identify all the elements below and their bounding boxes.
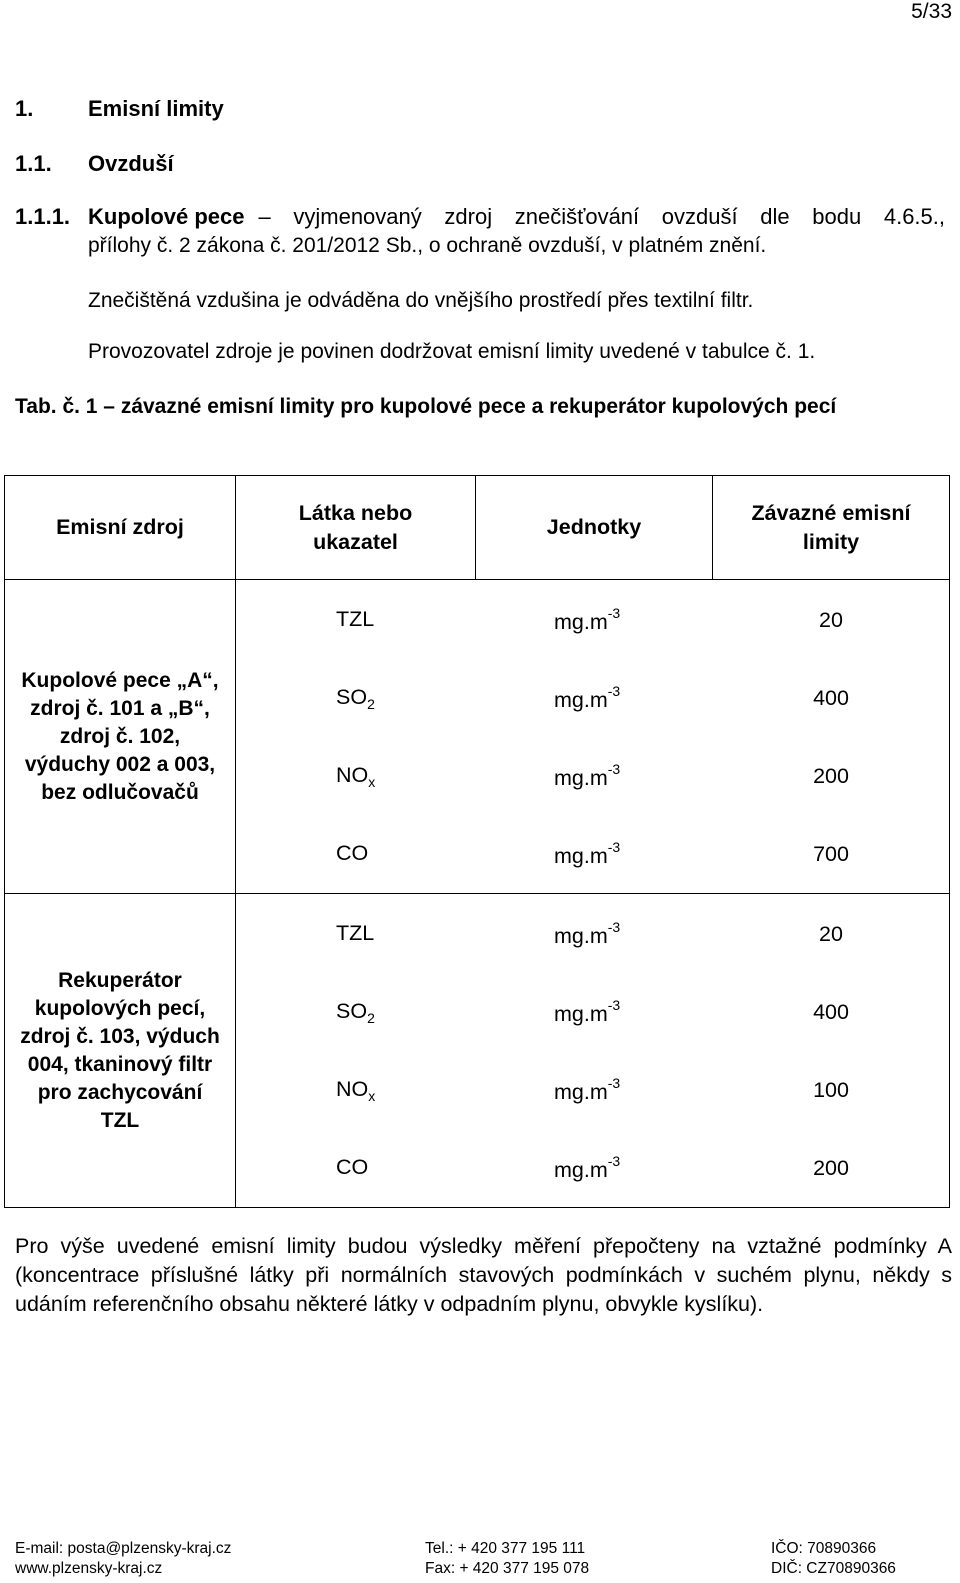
heading-2-text: Ovzduší — [88, 151, 174, 176]
limit-value: 200 — [813, 1155, 849, 1180]
source-cell: Kupolové pece „A“, zdroj č. 101 a „B“, zdroj č. 102, výduchy 002 a 003, bez odlučovačů — [5, 580, 236, 894]
heading-3-title: Kupolové pece — [88, 204, 245, 229]
substance: $SO_2$ — [336, 998, 375, 1026]
table-row — [236, 756, 949, 796]
emission-limits-table — [4, 475, 950, 1208]
heading-3-number: 1.1.1. — [15, 204, 71, 229]
table-row — [236, 1070, 949, 1110]
limit-value: 400 — [813, 685, 849, 710]
heading-1 — [15, 96, 224, 122]
heading-3-line-1 — [15, 204, 945, 230]
unit: $mg.m^{-3}$ — [554, 683, 621, 712]
footer-tel: Tel.: + 420 377 195 111 — [425, 1540, 586, 1557]
header-substance: Látka nebo ukazatel — [236, 476, 476, 580]
table-row — [236, 600, 949, 640]
substance: TZL — [336, 920, 375, 945]
paragraph-obligation: Provozovatel zdroje je povinen dodržovat emisní limity uvedené v tabulce č. 1. — [88, 340, 816, 363]
footer-dic: DIČ: CZ70890366 — [771, 1560, 896, 1577]
table-header-row — [5, 476, 950, 580]
limit-value: 100 — [813, 1077, 849, 1102]
paragraph-filter: Znečištěná vzdušina je odváděna do vnějšího prostředí přes textilní filtr. — [88, 289, 754, 312]
substance: $SO_2$ — [336, 684, 375, 712]
substance: TZL — [336, 606, 375, 631]
table-row — [236, 1148, 949, 1188]
page-number: 5/33 — [911, 0, 952, 23]
unit: $mg.m^{-3}$ — [554, 761, 621, 790]
header-source: Emisní zdroj — [5, 476, 236, 580]
unit: $mg.m^{-3}$ — [554, 605, 621, 634]
footer-ico: IČO: 70890366 — [771, 1540, 877, 1557]
unit: $mg.m^{-3}$ — [554, 919, 621, 948]
limit-value: 20 — [819, 921, 843, 946]
heading-1-text: Emisní limity — [88, 96, 224, 121]
limit-value: 400 — [813, 999, 849, 1024]
table-caption: Tab. č. 1 – závazné emisní limity pro kupolové pece a rekuperátor kupolových pecí — [15, 395, 837, 418]
unit: $mg.m^{-3}$ — [554, 1075, 621, 1104]
footer-contact-left — [15, 1539, 231, 1579]
footer-contact-right — [771, 1539, 896, 1579]
substance: $NO_x$ — [336, 762, 376, 790]
heading-3-text-2: přílohy č. 2 zákona č. 201/2012 Sb., o ochraně ovzduší, v platném znění. — [88, 234, 767, 257]
unit: $mg.m^{-3}$ — [554, 1153, 621, 1182]
unit: $mg.m^{-3}$ — [554, 997, 621, 1026]
table-row — [236, 914, 949, 954]
heading-1-number: 1. — [15, 96, 34, 121]
footer-email: E-mail: posta@plzensky-kraj.cz — [15, 1540, 232, 1557]
table-row — [236, 834, 949, 874]
substance: $NO_x$ — [336, 1076, 376, 1104]
paragraph-reference-conditions: Pro výše uvedené emisní limity budou výsledky měření přepočteny na vztažné podmínky A (koncentrace příslušné látky při normálních stavových podmínkách v suchém plynu, někdy s udáním referenčního obsahu některé látky v odpadním plynu, obvykle kyslíku). — [15, 1234, 952, 1316]
values-cell — [236, 580, 950, 894]
table-group-row — [5, 580, 950, 894]
substance: CO — [336, 1154, 369, 1179]
table-row — [236, 992, 949, 1032]
table-row — [236, 678, 949, 718]
heading-3-text-1: – vyjmenovaný zdroj znečišťování ovzduší dle bodu 4.6.5., — [258, 204, 945, 229]
limit-value: 700 — [813, 841, 849, 866]
limit-value: 200 — [813, 763, 849, 788]
heading-2 — [15, 151, 174, 177]
footer-fax: Fax: + 420 377 195 078 — [425, 1560, 590, 1577]
table-group-row — [5, 894, 950, 1208]
header-units: Jednotky — [476, 476, 713, 580]
footer-contact-middle — [425, 1539, 589, 1579]
values-cell — [236, 894, 950, 1208]
footer-web: www.plzensky-kraj.cz — [15, 1560, 163, 1577]
heading-2-number: 1.1. — [15, 151, 52, 176]
unit: $mg.m^{-3}$ — [554, 839, 621, 868]
header-limits: Závazné emisní limity — [713, 476, 950, 580]
source-cell: Rekuperátor kupolových pecí, zdroj č. 103, výduch 004, tkaninový filtr pro zachycování TZL — [5, 894, 236, 1208]
limit-value: 20 — [819, 607, 843, 632]
substance: CO — [336, 840, 369, 865]
